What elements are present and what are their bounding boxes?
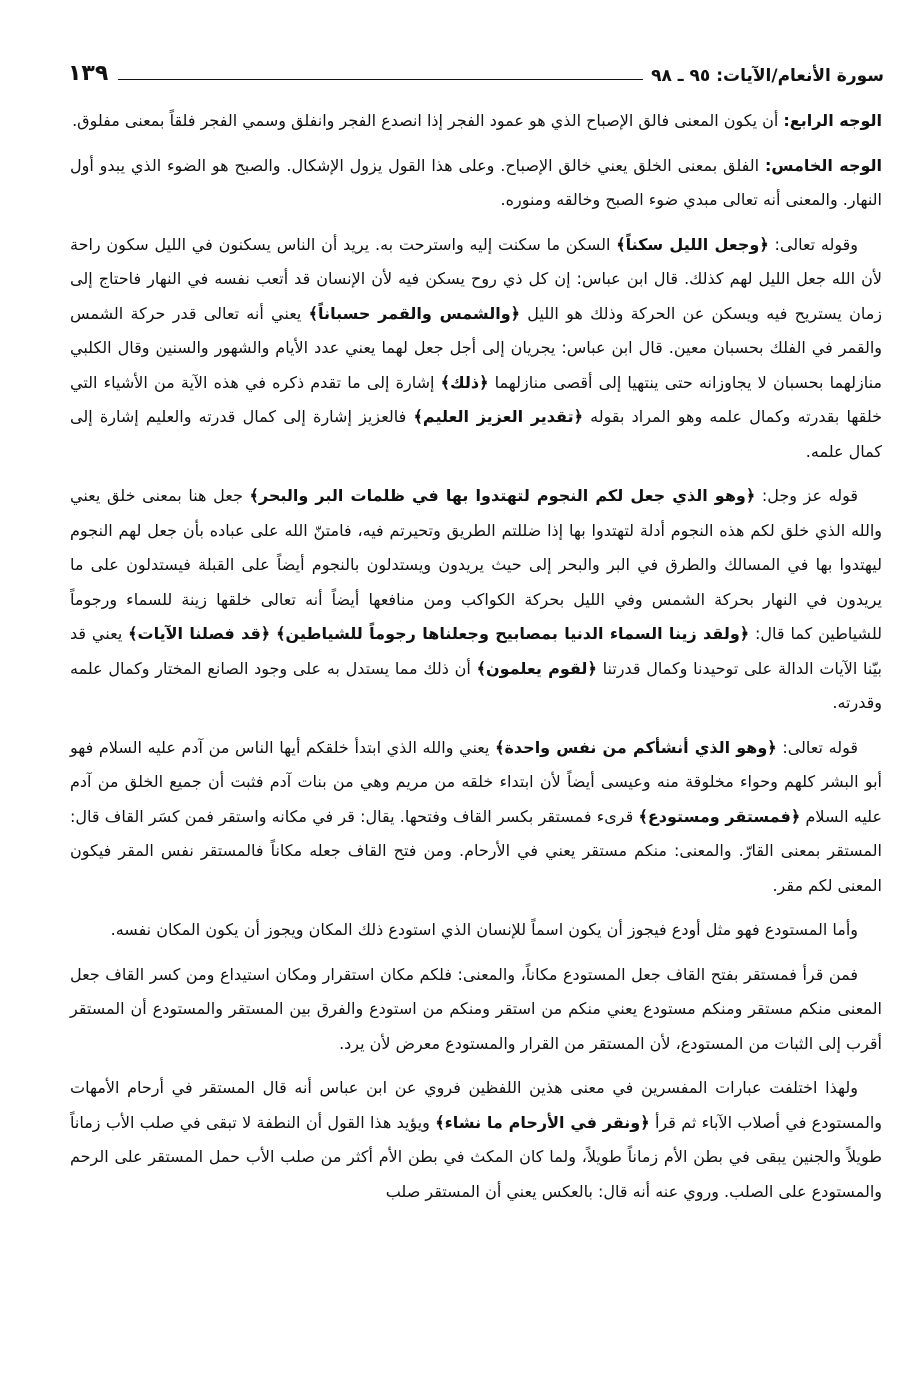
page-number: ١٣٩ [68, 61, 109, 86]
quran-quote: ﴿وهو الذي جعل لكم النجوم لتهتدوا بها في ظلمات البر والبحر﴾ [249, 486, 756, 505]
paragraph-text: ولهذا اختلفت عبارات المفسرين في معنى هذين اللفظين فروي عن ابن عباس أنه قال المستقر في أرحام الأمهات والمستودع في أصلاب الآباء ثم قرأ [70, 1078, 883, 1132]
paragraph-text: وقوله تعالى: [768, 234, 859, 254]
paragraph-single-soul [70, 731, 882, 904]
paragraph-text: ويؤيد هذا القول أن النطفة لا تبقى في صلب الأب زماناً طويلاً والجنين يبقى في بطن الأم زماناً طويلاً، ولما كان المكث في بطن الأم أكثر من صلب الأب حمل المستقر على الرحم والمستودع على الصلب. وروي عنه أنه قال: بالعكس يعني أن المستقر صلب [70, 1112, 882, 1201]
quran-quote: ﴿لقوم يعلمون﴾ [476, 658, 597, 678]
chapter-title: سورة الأنعام/الآيات: ٩٥ ـ ٩٨ [651, 66, 884, 86]
quran-quote: ﴿ونقر في الأرحام ما نشاء﴾ [435, 1112, 650, 1132]
paragraph-text: يعني قد بيّنا الآيات الدالة على توحيدنا وكمال قدرتنا [70, 624, 883, 678]
paragraph-reading-variants [70, 958, 882, 1062]
paragraph-fifth-aspect [70, 149, 882, 218]
body-text [70, 104, 882, 1219]
paragraph-label: الوجه الخامس: [764, 155, 883, 175]
header-rule [118, 79, 643, 80]
quran-quote: ﴿تقدير العزيز العليم﴾ [413, 407, 583, 426]
paragraph-text: قرىء فمستقر بكسر القاف وفتحها. يقال: قر في مكانه واستقر فمن كسَر القاف قال: المستقر بمعنى القارّ. والمعنى: منكم مستقر يعني في الأرحام. ومن فتح القاف جعله مكاناً فالمستقر نفس المقر فيكون المعنى لكم مقر. [70, 806, 882, 895]
paragraph-text: يعني أنه تعالى قدر حركة الشمس والقمر في الفلك بحسبان معين. قال ابن عباس: يجريان إلى أجل جعل لهما يعني عدد الأيام والشهور والسنين وقال الكلبي منازلهما بحسبان لا يجاوزانه حتى ينتهيا إلى أقصى منازلهما [70, 303, 882, 392]
paragraph-text: يعني والله الذي ابتدأ خلقكم أيها الناس من آدم عليه السلام فهو أبو البشر كلهم وحواء مخلوقة منه وعيسى أيضاً لأن ابتداء خلقه من مريم وهي من بنات آدم فثبت أن جميع الخلق من آدم عليه السلام [70, 737, 883, 826]
paragraph-mustawda [70, 913, 882, 948]
paragraph-text: قوله تعالى: [776, 737, 858, 757]
quran-quote: ﴿وجعل الليل سكناً﴾ [616, 234, 769, 254]
paragraph-text: وأما المستودع فهو مثل أودع فيجوز أن يكون اسماً للإنسان الذي استودع ذلك المكان ويجوز أن يكون المكان نفسه. [110, 920, 858, 939]
paragraph-text: فمن قرأ فمستقر بفتح القاف جعل المستودع مكاناً، والمعنى: فلكم مكان استقرار ومكان استيداع ومن كسر القاف جعل المعنى منكم مستقر ومنكم مستودع يعني منكم من استقر ومنكم من استودع والفرق بين المستقر والمستودع أن المستقر أقرب إلى الثبات من المستودع، لأن المستقر من القرار والمستودع معرض لأن يرد. [70, 964, 882, 1053]
paragraph-text: أن ذلك مما يستدل به على وجود الصانع المختار وكمال علمه وقدرته. [70, 658, 882, 712]
paragraph-exegete-differences [70, 1071, 882, 1209]
quran-quote: ﴿والشمس والقمر حسباناً﴾ [308, 303, 521, 323]
quran-quote: ﴿ولقد زينا السماء الدنيا بمصابيح وجعلناها رجوماً للشياطين﴾ [276, 624, 750, 643]
paragraph-text: الفلق بمعنى الخلق يعني خالق الإصباح. وعلى هذا القول يزول الإشكال. والصبح هو الضوء الذي يبدو أول النهار. والمعنى أنه تعالى مبدي ضوء الصبح وخالقه ومنوره. [70, 155, 882, 209]
quran-quote: ﴿وهو الذي أنشأكم من نفس واحدة﴾ [495, 737, 777, 757]
paragraph-text: السكن ما سكنت إليه واسترحت به. يريد أن الناس يسكنون في الليل سكون راحة لأن الله جعل الليل لهم كذلك. قال ابن عباس: إن كل ذي روح يسكن فيه لأن الإنسان قد أتعب نفسه في النهار فاحتاج إلى زمان يستريح فيه ويسكن عن الحركة وذلك هو الليل [70, 234, 883, 323]
paragraph-text: فالعزيز إشارة إلى كمال قدرته والعليم إشارة إلى كمال علمه. [70, 407, 882, 461]
paragraph-text: جعل هنا بمعنى خلق يعني والله الذي خلق لكم هذه النجوم أدلة لتهتدوا بها إذا ضللتم الطريق وتحيرتم فيه، فامتنّ الله على عباده بأن جعل لهم النجوم ليهتدوا بها في المسالك والطرق في البر والبحر إلى حيث يريدون ويستدلون بالنجوم أيضاً على القبلة فيستدلون على ما يريدون في النهار بحركة الشمس وفي الليل بحركة الكواكب ومن منافعها أيضاً أنه تعالى خلقها زينة للسماء ورجوماً للشياطين كما قال: [70, 486, 882, 643]
paragraph-fourth-aspect [70, 104, 882, 139]
quran-quote: ﴿قد فصلنا الآيات﴾ [128, 624, 271, 643]
paragraph-night-rest [70, 228, 882, 470]
paragraph-label: الوجه الرابع: [783, 111, 882, 130]
paragraph-text: إشارة إلى ما تقدم ذكره في هذه الآية من الأشياء التي خلقها بقدرته وكمال علمه وهو المراد بقوله [70, 372, 883, 426]
paragraph-stars-guidance [70, 479, 882, 721]
paragraph-text: قوله عز وجل: [755, 486, 859, 505]
running-header [68, 52, 884, 86]
quran-quote: ﴿ذلك﴾ [440, 372, 489, 392]
paragraph-text: أن يكون المعنى فالق الإصباح الذي هو عمود الفجر إذا انصدع الفجر وانفلق وسمي الفجر فلقاً بمعنى مفلوق. [72, 111, 784, 130]
quran-quote: ﴿فمستقر ومستودع﴾ [638, 806, 801, 826]
